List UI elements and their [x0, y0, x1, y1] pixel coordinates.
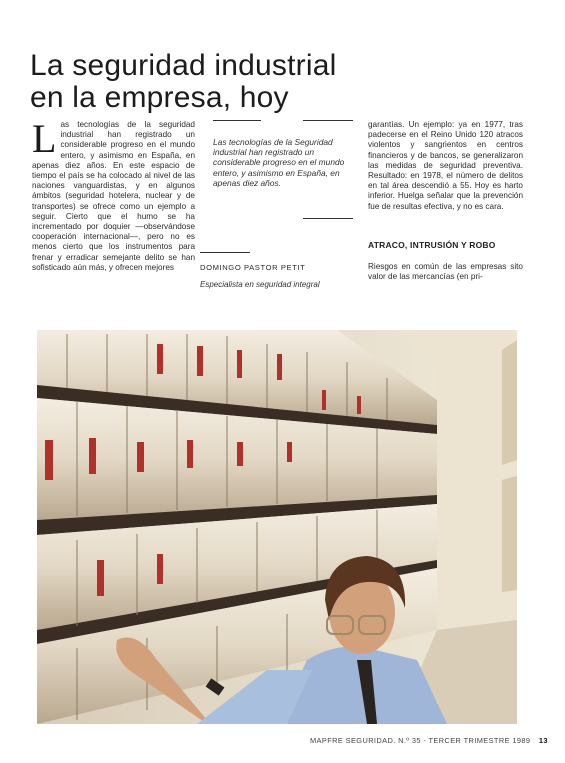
footer-text: MAPFRE SEGURIDAD. N.º 35 - TERCER TRIMESTRE 1989 [310, 736, 531, 745]
body-column-right [368, 120, 523, 212]
pull-quote-rule-bottom [303, 218, 353, 219]
pull-quote-rule-right [303, 120, 353, 121]
page-number: 13 [538, 736, 548, 745]
author-role: Especialista en seguridad integral [200, 280, 320, 289]
pull-quote-text: Las tecnologías de la Seguridad industrial han registrado un considerable progreso en el mundo entero, y asimismo en España, en apenas diez años. [213, 137, 345, 188]
photo-illustration [37, 330, 517, 724]
author-name: DOMINGO PASTOR PETIT [200, 263, 306, 272]
title-line-1: La seguridad industrial [30, 49, 337, 83]
page-footer [310, 736, 548, 745]
author-rule [200, 252, 250, 253]
title-line-2: en la empresa, hoy [30, 81, 289, 115]
author-block [200, 252, 360, 289]
drop-cap: L [32, 116, 57, 161]
body-text-left: as tecnologías de la seguridad industrial han registrado un considerable progreso en el mundo entero, y asimismo en España, en apenas diez años. En este espacio de tiempo el país se ha colocado al nivel de las naciones vanguardistas, y en algunos ámbitos (seguridad hotelera, nuclear y de transportes) se ofrece como un ejemplo a seguir. Cierto que el humo se ha incrementado por doquier —observándose cooperación internacional—, pero no es menos cierto que los instrumentos para frenar y erradicar semejante delito se han sofisticado aún más, y ofrecen mejores [32, 120, 195, 272]
pull-quote-rule-left [213, 120, 261, 121]
article-photo [37, 330, 517, 724]
body-text-right: garantías. Un ejemplo: ya en 1977, tras padecerse en el Reino Unido 120 atracos violentos y sangrientos en centros financieros y de bancos, se generalizaron las medidas de seguridad preventiva. Resultado: en 1978, el número de delitos en tal área descendió a 55. Hoy es harto inferior. Huelga señalar que la prevención fue de resultas efectiva, y no es cara. [368, 120, 523, 211]
body-text-right-2: Riesgos en común de las empresas sito valor de las mercancías (en pri- [368, 262, 523, 282]
body-column-left [32, 116, 195, 273]
body-column-right-2 [368, 262, 523, 282]
article-title [30, 50, 450, 114]
section-heading: ATRACO, INTRUSIÓN Y ROBO [368, 240, 496, 250]
